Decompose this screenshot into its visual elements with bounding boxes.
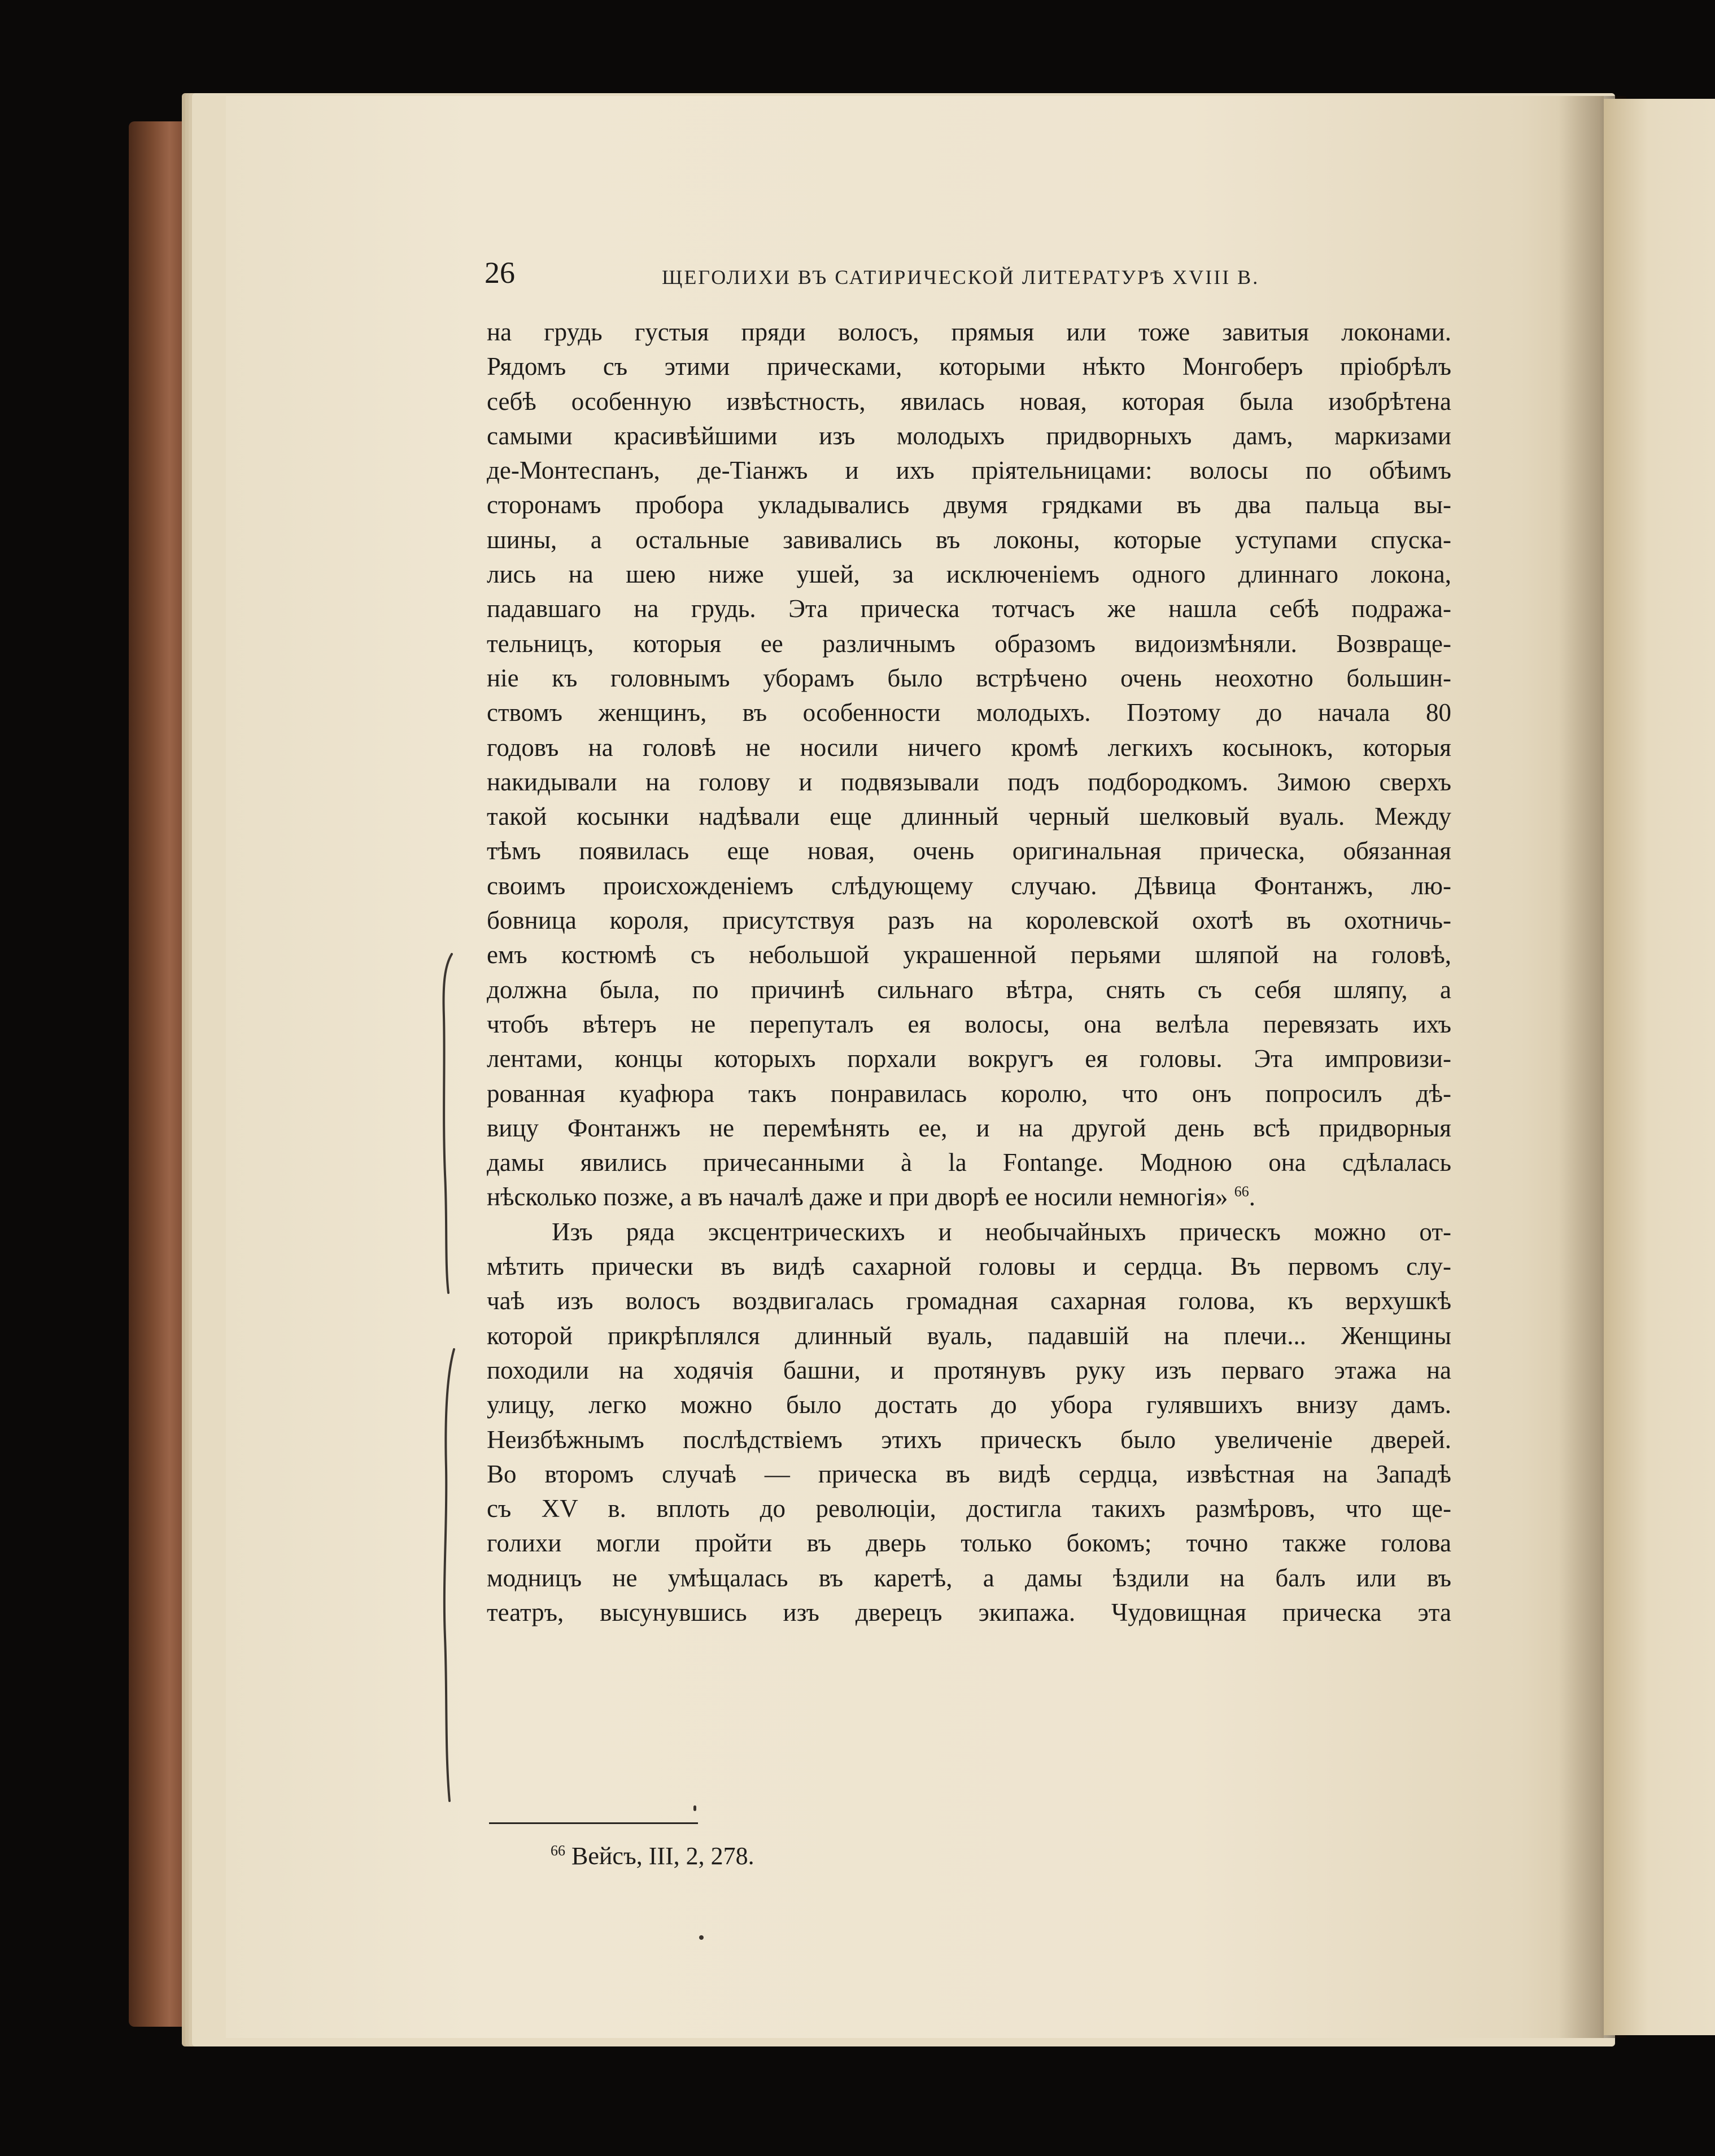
body-text: [487, 315, 1451, 1630]
text-line: самыми красивѣйшими изъ молодыхъ придворныхъ дамъ, маркизами: [487, 421, 1451, 450]
text-line: мѣтить прически въ видѣ сахарной головы и сердца. Въ первомъ слу-: [487, 1252, 1451, 1281]
text-line: модницъ не умѣщалась въ каретѣ, а дамы ѣздили на балъ или въ: [487, 1563, 1451, 1592]
running-head: ЩЕГОЛИХИ ВЪ САТИРИЧЕСКОЙ ЛИТЕРАТУРѢ XVIII В.: [662, 266, 1260, 288]
text-line: ствомъ женщинъ, въ особенности молодыхъ. Поэтому до начала 80: [487, 698, 1451, 727]
text-line: походили на ходячія башни, и протянувъ руку изъ перваго этажа на: [487, 1355, 1451, 1384]
text-line: годовъ на головѣ не носили ничего кромѣ легкихъ косынокъ, которыя: [487, 733, 1451, 762]
text-line: чтобъ вѣтеръ не перепуталъ ея волосы, она велѣла перевязать ихъ: [487, 1009, 1451, 1038]
text-line: на грудь густыя пряди волосъ, прямыя или тоже завитыя локонами.: [487, 318, 1451, 346]
text-line: съ XV в. вплоть до революціи, достигла такихъ размѣровъ, что ще-: [487, 1494, 1451, 1523]
pencil-margin-mark-lower: [435, 1344, 469, 1807]
text-line: которой прикрѣплялся длинный вуаль, падавшій на плечи... Женщины: [487, 1321, 1451, 1350]
text-line: падавшаго на грудь. Эта прическа тотчасъ же нашла себѣ подража-: [487, 594, 1451, 623]
text-line: такой косынки надѣвали еще длинный черный шелковый вуаль. Между: [487, 802, 1451, 831]
text-line: Изъ ряда эксцентрическихъ и необычайныхъ прическъ можно от-: [552, 1217, 1451, 1246]
text-line: нѣсколько позже, а въ началѣ даже и при дворѣ ее носили немногія» $^{66}$.: [487, 1183, 1255, 1212]
text-line: тельницъ, которыя ее различнымъ образомъ видоизмѣняли. Возвраще-: [487, 629, 1451, 658]
text-line: театръ, высунувшись изъ дверецъ экипажа. Чудовищная прическа эта: [487, 1598, 1451, 1626]
text-line: должна была, по причинѣ сильнаго вѣтра, снять съ себя шляпу, а: [487, 975, 1451, 1004]
text-line: Неизбѣжнымъ послѣдствіемъ этихъ прическъ было увеличеніе дверей.: [487, 1425, 1451, 1454]
text-line: де-Монтеспанъ, де-Тіанжъ и ихъ пріятельницами: волосы по обѣимъ: [487, 456, 1451, 485]
book-spine-edge: [129, 121, 197, 2027]
page-number: 26: [485, 256, 515, 290]
text-line-content: нѣсколько позже, а въ началѣ даже и при дворѣ ее носили немногія»: [487, 1183, 1228, 1212]
text-line: Рядомъ съ этими прическами, которыми нѣкто Монгоберъ пріобрѣлъ: [487, 352, 1451, 381]
text-line: сторонамъ пробора укладывались двумя грядками въ два пальца вы-: [487, 491, 1451, 519]
text-line: ніе къ головнымъ уборамъ было встрѣчено очень неохотно большин-: [487, 663, 1451, 692]
text-line: своимъ происхожденіемъ слѣдующему случаю. Дѣвица Фонтанжъ, лю-: [487, 871, 1451, 900]
footnote-rule: [489, 1822, 698, 1824]
footnote-text: Вейсъ, III, 2, 278.: [571, 1842, 754, 1870]
text-line: Во второмъ случаѣ — прическа въ видѣ сердца, извѣстная на Западѣ: [487, 1459, 1451, 1488]
text-line: рованная куафюра такъ понравилась королю, что онъ попросилъ дѣ-: [487, 1079, 1451, 1108]
footnote-number: 66: [551, 1842, 565, 1859]
text-line: улицу, легко можно было достать до убора гулявшихъ внизу дамъ.: [487, 1390, 1451, 1419]
text-line: вицу Фонтанжъ не перемѣнять ее, и на другой день всѣ придворныя: [487, 1113, 1451, 1142]
text-line: накидывали на голову и подвязывали подъ подбородкомъ. Зимою сверхъ: [487, 767, 1451, 796]
text-line: шины, а остальные завивались въ локоны, которые уступами спуска-: [487, 525, 1451, 554]
ink-speck: [693, 1805, 696, 1811]
text-line: бовница короля, присутствуя разъ на королевской охотѣ въ охотничь-: [487, 906, 1451, 935]
text-line: лентами, концы которыхъ порхали вокругъ ея головы. Эта импровизи-: [487, 1044, 1451, 1073]
text-line: тѣмъ появилась еще новая, очень оригинальная прическа, обязанная: [487, 837, 1451, 865]
text-line: дамы явились причесанными à la Fontange. Модною она сдѣлалась: [487, 1148, 1451, 1177]
text-line: голихи могли пройти въ дверь только бокомъ; точно также голова: [487, 1529, 1451, 1558]
footnote: [551, 1842, 754, 1870]
text-line: чаѣ изъ волосъ воздвигалась громадная сахарная голова, къ верхушкѣ: [487, 1287, 1451, 1315]
text-line: емъ костюмѣ съ небольшой украшенной перьями шляпой на головѣ,: [487, 941, 1451, 969]
pencil-margin-mark-upper: [435, 948, 469, 1298]
text-line: лись на шею ниже ушей, за исключеніемъ одного длиннаго локона,: [487, 560, 1451, 589]
facing-page-edge: [1604, 99, 1715, 2035]
text-line: себѣ особенную извѣстность, явилась новая, которая была изобрѣтена: [487, 387, 1451, 416]
note-reference: 66: [1234, 1183, 1249, 1200]
ink-speck: [699, 1935, 704, 1940]
